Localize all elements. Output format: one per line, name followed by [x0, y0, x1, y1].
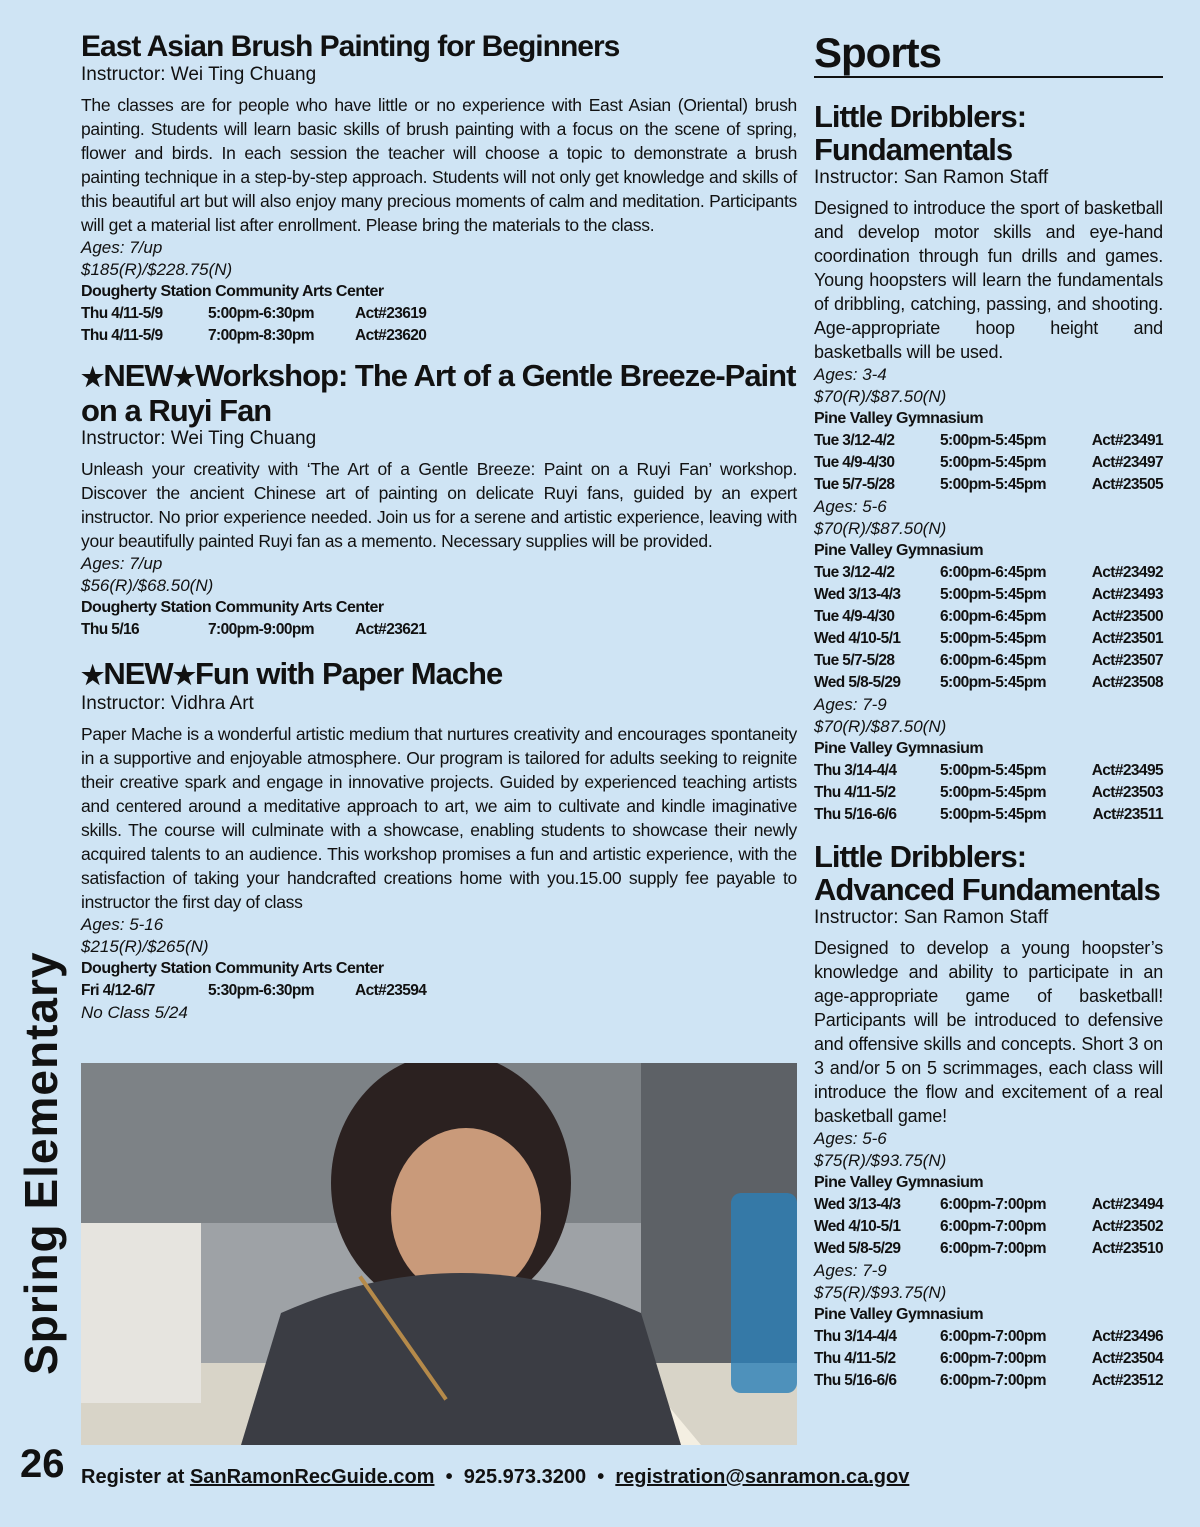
session-time: 7:00pm-9:00pm: [208, 621, 314, 638]
course-note: No Class 5/24: [81, 1003, 188, 1022]
session-activity: Act#23619: [355, 305, 427, 322]
session-row: [814, 430, 1163, 452]
session-row: [814, 804, 1163, 826]
course-instructor: Instructor: Wei Ting Chuang: [81, 64, 317, 85]
session-activity: Act#23594: [355, 982, 427, 999]
session-row: [814, 1348, 1163, 1370]
course-title: Little Dribblers: Fundamentals: [814, 99, 1027, 167]
group-price: $70(R)/$87.50(N): [814, 387, 947, 406]
session-activity: Act#23494: [1091, 1196, 1163, 1213]
session-row: [814, 628, 1163, 650]
session-dates: Wed 5/8-5/29: [814, 674, 901, 691]
group-location: Pine Valley Gymnasium: [814, 740, 984, 757]
star-icon: ★: [81, 362, 104, 392]
side-section-label: Spring Elementary: [15, 951, 67, 1375]
session-time: 6:00pm-7:00pm: [940, 1328, 1046, 1345]
session-activity: Act#23497: [1091, 454, 1163, 471]
group-price: $75(R)/$93.75(N): [814, 1283, 947, 1302]
course-instructor: Instructor: Vidhra Art: [81, 693, 254, 714]
course-location: Dougherty Station Community Arts Center: [81, 960, 384, 977]
session-dates: Tue 4/9-4/30: [814, 454, 895, 471]
session-dates: Thu 5/16: [81, 621, 140, 638]
session-activity: Act#23505: [1091, 476, 1163, 493]
course-paper-mache: [81, 657, 797, 1024]
session-row: [814, 1194, 1163, 1216]
session-row: [814, 1216, 1163, 1238]
session-row: [814, 1238, 1163, 1260]
group-location: Pine Valley Gymnasium: [814, 1174, 984, 1191]
footer-prefix: Register at: [81, 1466, 185, 1488]
session-dates: Tue 3/12-4/2: [814, 432, 895, 449]
session-dates: Wed 4/10-5/1: [814, 630, 901, 647]
star-icon: ★: [172, 362, 195, 392]
group-price: $70(R)/$87.50(N): [814, 717, 947, 736]
course-instructor: Instructor: Wei Ting Chuang: [81, 428, 317, 449]
session-time: 5:00pm-5:45pm: [940, 432, 1046, 449]
session-dates: Tue 5/7-5/28: [814, 476, 895, 493]
session-activity: Act#23495: [1091, 762, 1163, 779]
session-time: 6:00pm-6:45pm: [940, 608, 1046, 625]
session-row: [814, 584, 1163, 606]
session-activity: Act#23493: [1091, 586, 1163, 603]
session-time: 7:00pm-8:30pm: [208, 327, 314, 344]
session-time: 6:00pm-7:00pm: [940, 1350, 1046, 1367]
session-dates: Fri 4/12-6/7: [81, 982, 155, 999]
session-time: 5:00pm-5:45pm: [940, 806, 1046, 823]
photo-illustration: [81, 1063, 797, 1445]
session-time: 6:00pm-7:00pm: [940, 1372, 1046, 1389]
star-icon: ★: [172, 660, 195, 690]
course-description: Unleash your creativity with ‘The Art of a Gentle Breeze: Paint on a Ruyi Fan’ workshop. Discover the ancient Chinese art of painting on delicate Ruyi fans, guided by an expert instructor. No prior experience needed. Join us for a serene and artistic experience, leaving with your beautifully painted Ruyi fan as a memento. Necessary supplies will be provided.: [81, 459, 797, 551]
session-activity: Act#23621: [355, 621, 427, 638]
session-dates: Wed 4/10-5/1: [814, 1218, 901, 1235]
page-number: 26: [20, 1442, 65, 1486]
session-dates: Tue 5/7-5/28: [814, 652, 895, 669]
group-ages: Ages: 5-6: [814, 1129, 887, 1148]
session-time: 5:00pm-5:45pm: [940, 586, 1046, 603]
session-activity: Act#23620: [355, 327, 427, 344]
session-dates: Wed 3/13-4/3: [814, 1196, 901, 1213]
session-time: 6:00pm-6:45pm: [940, 564, 1046, 581]
session-time: 5:30pm-6:30pm: [208, 982, 314, 999]
course-title-text: Workshop: The Art of a Gentle Breeze-Paint on a Ruyi Fan: [81, 358, 796, 428]
group-location: Pine Valley Gymnasium: [814, 1306, 984, 1323]
course-title: [81, 359, 797, 427]
session-activity: Act#23511: [1092, 806, 1163, 823]
course-ruyi-fan: [81, 359, 797, 641]
session-time: 5:00pm-6:30pm: [208, 305, 314, 322]
session-dates: Thu 3/14-4/4: [814, 1328, 897, 1345]
session-dates: Thu 4/11-5/2: [814, 784, 896, 801]
footer-email-link[interactable]: registration@sanramon.ca.gov: [615, 1466, 910, 1488]
session-dates: Tue 4/9-4/30: [814, 608, 895, 625]
session-time: 5:00pm-5:45pm: [940, 762, 1046, 779]
session-activity: Act#23510: [1091, 1240, 1163, 1257]
session-time: 6:00pm-6:45pm: [940, 652, 1046, 669]
session-time: 5:00pm-5:45pm: [940, 674, 1046, 691]
session-row: [814, 782, 1163, 804]
session-row: [814, 1370, 1163, 1392]
course-ages: Ages: 5-16: [81, 915, 164, 934]
session-dates: Thu 5/16-6/6: [814, 1372, 897, 1389]
course-price: $185(R)/$228.75(N): [81, 260, 233, 279]
session-dates: Tue 3/12-4/2: [814, 564, 895, 581]
course-ages: Ages: 7/up: [81, 554, 163, 573]
session-activity: Act#23504: [1091, 1350, 1163, 1367]
course-title: East Asian Brush Painting for Beginners: [81, 30, 620, 63]
course-description: Paper Mache is a wonderful artistic medium that nurtures creativity and encourages spontaneity in a supportive and enjoyable atmosphere. Our program is tailored for adults seeking to reignite their creative spark and engage in innovative projects. Guided by experienced teaching artists and centered around a meditative approach to art, we aim to cultivate and kindle imaginative skills. The course will culminate with a showcase, enabling students to showcase their newly acquired talents to an audience. This workshop promises a fun and artistic experience, with the satisfaction of taking your handcrafted creations home with you.15.00 supply fee payable to instructor the first day of class: [81, 724, 797, 912]
course-title: Little Dribblers: Advanced Fundamentals: [814, 839, 1160, 907]
course-instructor: Instructor: San Ramon Staff: [814, 167, 1049, 188]
session-row: [814, 452, 1163, 474]
session-row: [814, 474, 1163, 496]
course-title-text: Fun with Paper Mache: [194, 656, 503, 691]
session-dates: Thu 4/11-5/2: [814, 1350, 896, 1367]
group-price: $75(R)/$93.75(N): [814, 1151, 947, 1170]
course-description: Designed to develop a young hoopster’s knowledge and ability to participate in an age-appropriate game of basketball! Participants will be introduced to defensive and offensive skills and concepts. Short 3 on 3 and/or 5 on 5 scrimmages, each class will introduce the flow and excitement of a real basketball game!: [814, 938, 1163, 1126]
session-activity: Act#23491: [1091, 432, 1163, 449]
footer: [81, 1466, 909, 1489]
session-row: [814, 1326, 1163, 1348]
session-dates: Thu 4/11-5/9: [81, 305, 163, 322]
session-row: [814, 562, 1163, 584]
footer-phone: 925.973.3200: [463, 1466, 587, 1488]
session-activity: Act#23501: [1091, 630, 1163, 647]
course-title: [81, 657, 797, 692]
session-time: 5:00pm-5:45pm: [940, 630, 1046, 647]
left-column: [81, 30, 797, 1024]
session-row: [81, 325, 797, 347]
course-little-dribblers-advanced: [814, 840, 1163, 1392]
section-title: Sports: [814, 30, 1163, 78]
session-time: 6:00pm-7:00pm: [940, 1240, 1046, 1257]
session-time: 6:00pm-7:00pm: [940, 1218, 1046, 1235]
course-price: $56(R)/$68.50(N): [81, 576, 214, 595]
session-dates: Thu 4/11-5/9: [81, 327, 163, 344]
session-activity: Act#23502: [1091, 1218, 1163, 1235]
photo-girl-painting: [81, 1063, 797, 1445]
group-location: Pine Valley Gymnasium: [814, 410, 984, 427]
session-dates: Thu 5/16-6/6: [814, 806, 897, 823]
course-description: The classes are for people who have little or no experience with East Asian (Oriental) brush painting. Students will learn basic skills of brush painting with a focus on the scene of spring, flower and birds. In each session the teacher will choose a topic to demonstrate a brush painting technique in a step-by-step approach. Students will not only get knowledge and skills of this beautiful art but will also enjoy many precious moments of calm and meditation. Participants will get a material list after enrollment. Please bring the materials to the class.: [81, 95, 797, 235]
session-activity: Act#23512: [1091, 1372, 1163, 1389]
session-activity: Act#23500: [1091, 608, 1163, 625]
course-location: Dougherty Station Community Arts Center: [81, 283, 384, 300]
footer-bullet: •: [597, 1466, 605, 1488]
footer-website-link[interactable]: SanRamonRecGuide.com: [189, 1466, 435, 1488]
session-row: [81, 619, 797, 641]
group-location: Pine Valley Gymnasium: [814, 542, 984, 559]
session-dates: Wed 3/13-4/3: [814, 586, 901, 603]
session-activity: Act#23508: [1091, 674, 1163, 691]
course-instructor: Instructor: San Ramon Staff: [814, 907, 1049, 928]
group-price: $70(R)/$87.50(N): [814, 519, 947, 538]
session-time: 5:00pm-5:45pm: [940, 784, 1046, 801]
star-icon: ★: [81, 660, 104, 690]
session-activity: Act#23503: [1091, 784, 1163, 801]
session-time: 5:00pm-5:45pm: [940, 476, 1046, 493]
group-ages: Ages: 3-4: [814, 365, 887, 384]
course-little-dribblers-fundamentals: [814, 100, 1163, 826]
course-price: $215(R)/$265(N): [81, 937, 209, 956]
group-ages: Ages: 5-6: [814, 497, 887, 516]
session-row: [81, 303, 797, 325]
right-column: [814, 30, 1163, 1392]
session-time: 5:00pm-5:45pm: [940, 454, 1046, 471]
session-row: [81, 980, 797, 1002]
session-dates: Thu 3/14-4/4: [814, 762, 897, 779]
session-activity: Act#23507: [1091, 652, 1163, 669]
group-ages: Ages: 7-9: [814, 695, 887, 714]
session-activity: Act#23496: [1091, 1328, 1163, 1345]
session-dates: Wed 5/8-5/29: [814, 1240, 901, 1257]
session-row: [814, 606, 1163, 628]
new-badge: NEW: [103, 358, 173, 393]
session-time: 6:00pm-7:00pm: [940, 1196, 1046, 1213]
footer-bullet: •: [445, 1466, 453, 1488]
course-ages: Ages: 7/up: [81, 238, 163, 257]
session-activity: Act#23492: [1091, 564, 1163, 581]
session-row: [814, 760, 1163, 782]
session-row: [814, 672, 1163, 694]
group-ages: Ages: 7-9: [814, 1261, 887, 1280]
course-description: Designed to introduce the sport of basketball and develop motor skills and eye-hand coordination through fun drills and games. Young hoopsters will learn the fundamentals of dribbling, catching, passing, and shooting. Age-appropriate hoop height and basketballs will be used.: [814, 198, 1163, 362]
course-location: Dougherty Station Community Arts Center: [81, 599, 384, 616]
course-brush-painting: [81, 30, 797, 347]
session-row: [814, 650, 1163, 672]
new-badge: NEW: [103, 656, 173, 691]
